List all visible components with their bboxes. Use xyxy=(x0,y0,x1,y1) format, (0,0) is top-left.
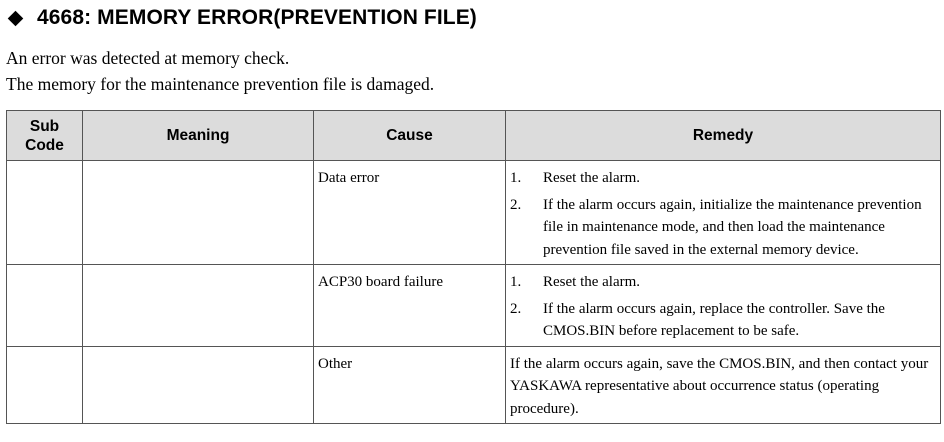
error-table xyxy=(6,110,941,424)
remedy-step xyxy=(510,271,936,294)
sub-code-cell xyxy=(7,346,83,424)
error-title: 4668: MEMORY ERROR(PREVENTION FILE) xyxy=(37,6,477,29)
meaning-cell xyxy=(83,161,314,265)
remedy-steps xyxy=(510,271,936,343)
page-heading xyxy=(6,2,477,34)
remedy-step xyxy=(510,298,936,343)
header-meaning: Meaning xyxy=(83,111,314,161)
remedy-step xyxy=(510,194,936,262)
sub-code-cell xyxy=(7,265,83,347)
step-text: If the alarm occurs again, replace the controller. Save the CMOS.BIN before replacement to be safe. xyxy=(543,300,885,339)
table-row xyxy=(7,265,941,347)
header-remedy: Remedy xyxy=(506,111,941,161)
step-text: Reset the alarm. xyxy=(543,274,641,290)
error-description xyxy=(6,45,434,97)
diamond-bullet-icon xyxy=(8,10,24,26)
step-text: Reset the alarm. xyxy=(543,170,641,186)
meaning-cell xyxy=(83,346,314,424)
description-line-1: An error was detected at memory check. xyxy=(6,48,290,68)
step-number: 1. xyxy=(510,274,522,290)
remedy-steps xyxy=(510,167,936,261)
meaning-cell xyxy=(83,265,314,347)
description-line-2: The memory for the maintenance prevention file is damaged. xyxy=(6,74,435,94)
cause-cell: Other xyxy=(314,346,506,424)
table-row xyxy=(7,346,941,424)
cause-cell: ACP30 board failure xyxy=(314,265,506,347)
table-row xyxy=(7,161,941,265)
remedy-step xyxy=(510,167,936,190)
step-number: 2. xyxy=(510,196,522,213)
step-text: If the alarm occurs again, initialize the maintenance prevention file in maintenance mode, and then load the maintenance prevention file saved in the external memory device. xyxy=(543,196,922,258)
cause-cell: Data error xyxy=(314,161,506,265)
header-sub-code: Sub Code xyxy=(7,111,83,161)
remedy-cell xyxy=(506,265,941,347)
step-number: 1. xyxy=(510,170,522,186)
table-header-row xyxy=(7,111,941,161)
sub-code-cell xyxy=(7,161,83,265)
remedy-cell: If the alarm occurs again, save the CMOS.BIN, and then contact your YASKAWA representative about occurrence status (operating procedure). xyxy=(506,346,941,424)
remedy-cell xyxy=(506,161,941,265)
header-cause: Cause xyxy=(314,111,506,161)
step-number: 2. xyxy=(510,300,522,317)
